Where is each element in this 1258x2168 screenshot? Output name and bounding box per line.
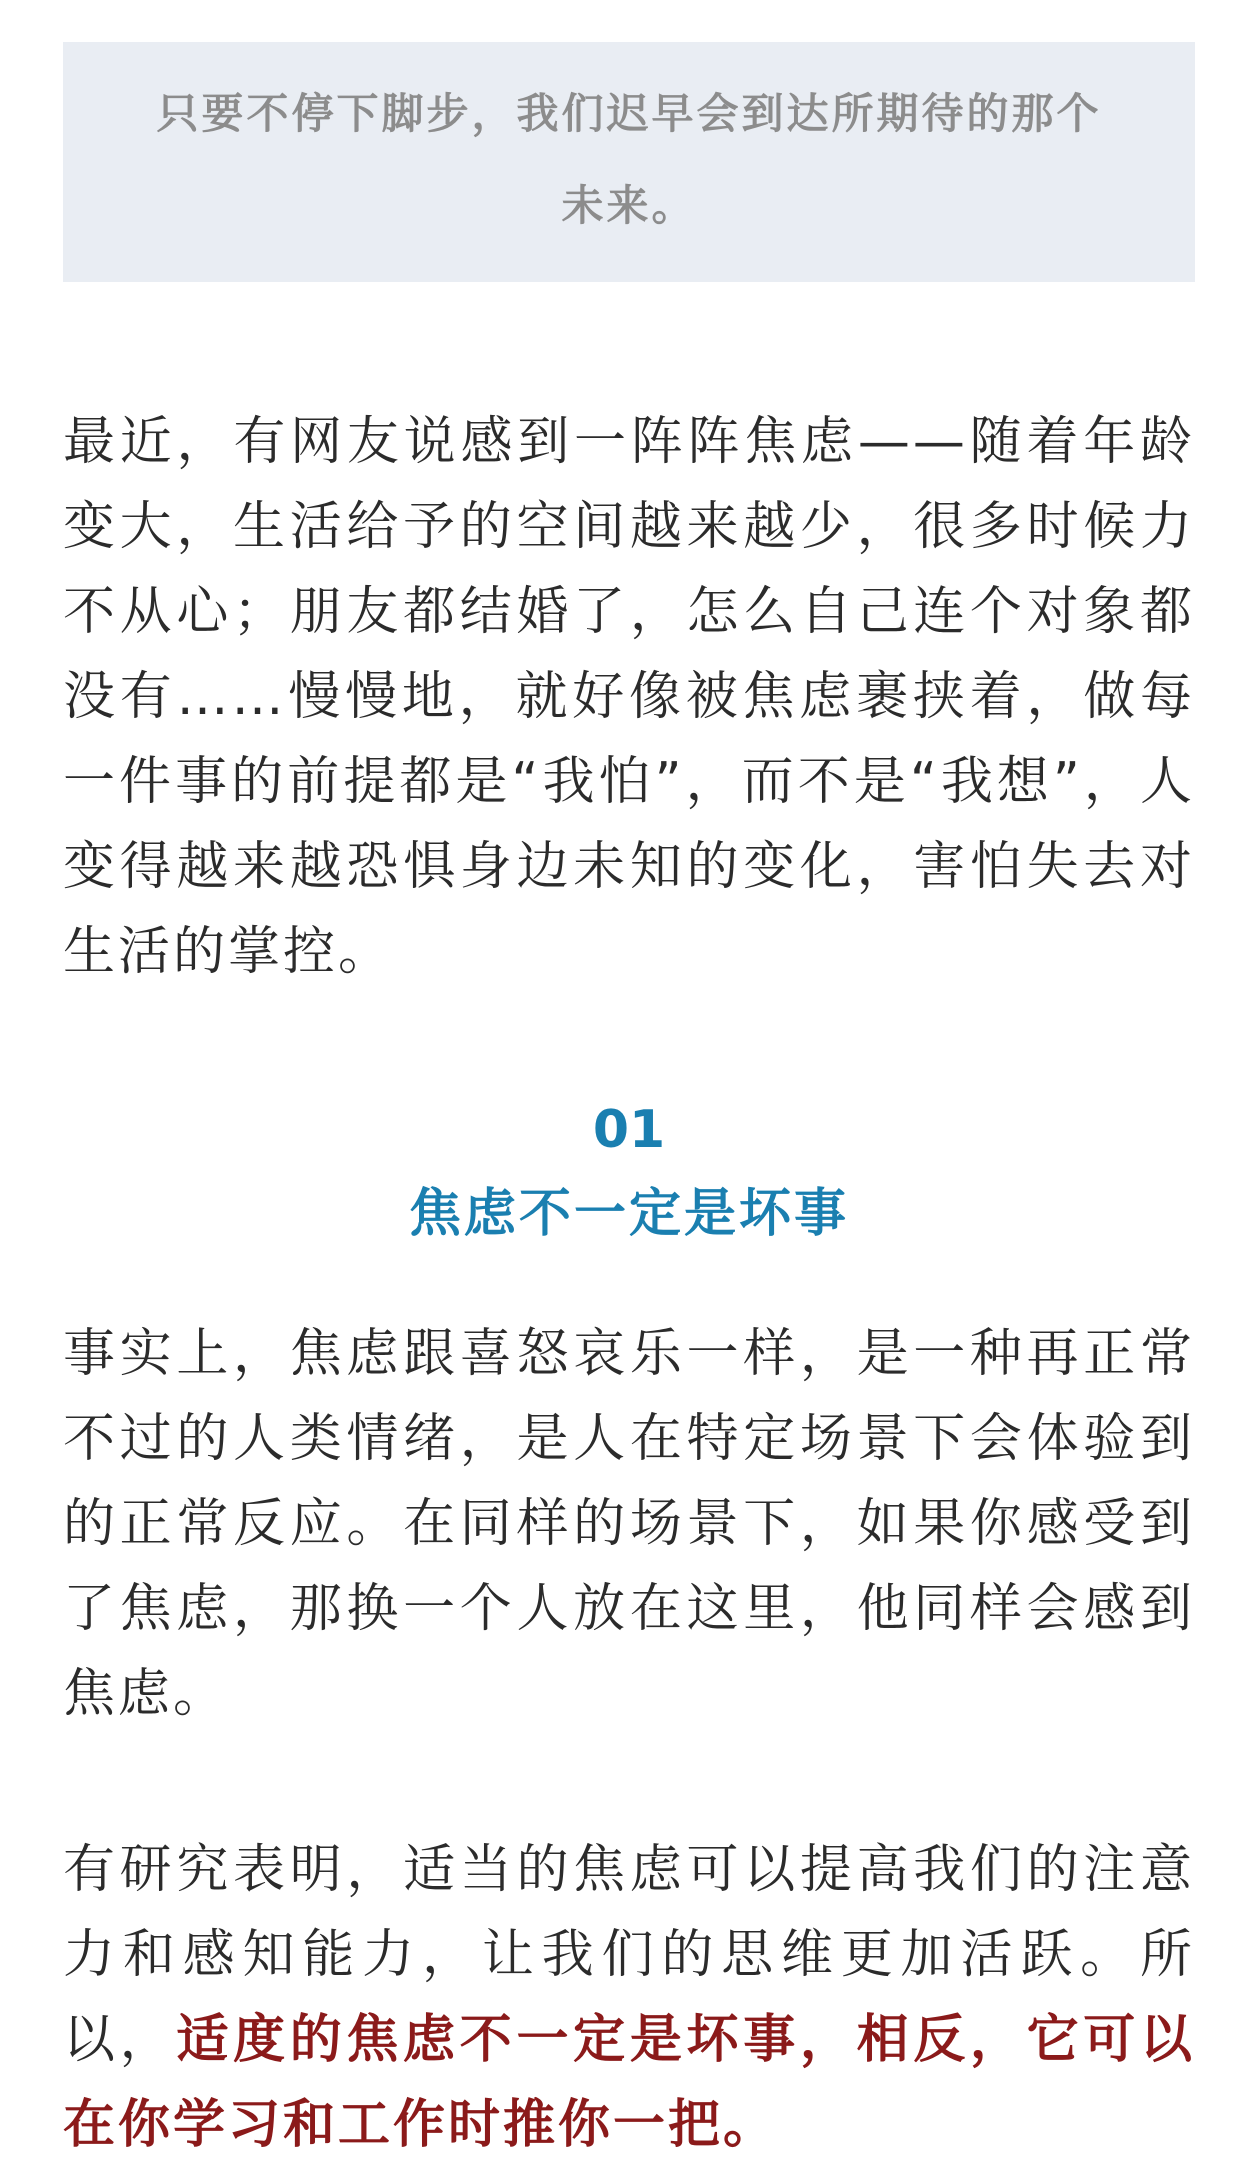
body-paragraph-2-text: 有研究表明，适当的焦虑可以提高我们的注意力和感知能力，让我们的思维更加活跃。所以， <box>63 1840 1195 2070</box>
section-title: 焦虑不一定是坏事 <box>408 1184 849 1244</box>
quote-text: 只要不停下脚步，我们迟早会到达所期待的那个未来。 <box>156 89 1102 230</box>
body-paragraph-1: 事实上，焦虑跟喜怒哀乐一样，是一种再正常不过的人类情绪，是人在特定场景下会体验到的正常反应。在同样的场景下，如果你感受到了焦虑，那换一个人放在这里，他同样会感到焦虑。 <box>63 1324 1195 1724</box>
section-number: 01 <box>592 1100 666 1160</box>
highlighted-text: 适度的焦虑不一定是坏事，相反，它可以在你学习和工作时推你一把。 <box>63 2010 1195 2155</box>
body-paragraph-2 <box>63 1828 1195 2168</box>
quote-box <box>63 42 1195 282</box>
intro-paragraph: 最近，有网友说感到一阵阵焦虑——随着年龄变大，生活给予的空间越来越少，很多时候力不从心；朋友都结婚了，怎么自己连个对象都没有……慢慢地，就好像被焦虑裹挟着，做每一件事的前提都是“我怕”，而不是“我想”，人变得越来越恐惧身边未知的变化，害怕失去对生活的掌控。 <box>63 412 1195 982</box>
